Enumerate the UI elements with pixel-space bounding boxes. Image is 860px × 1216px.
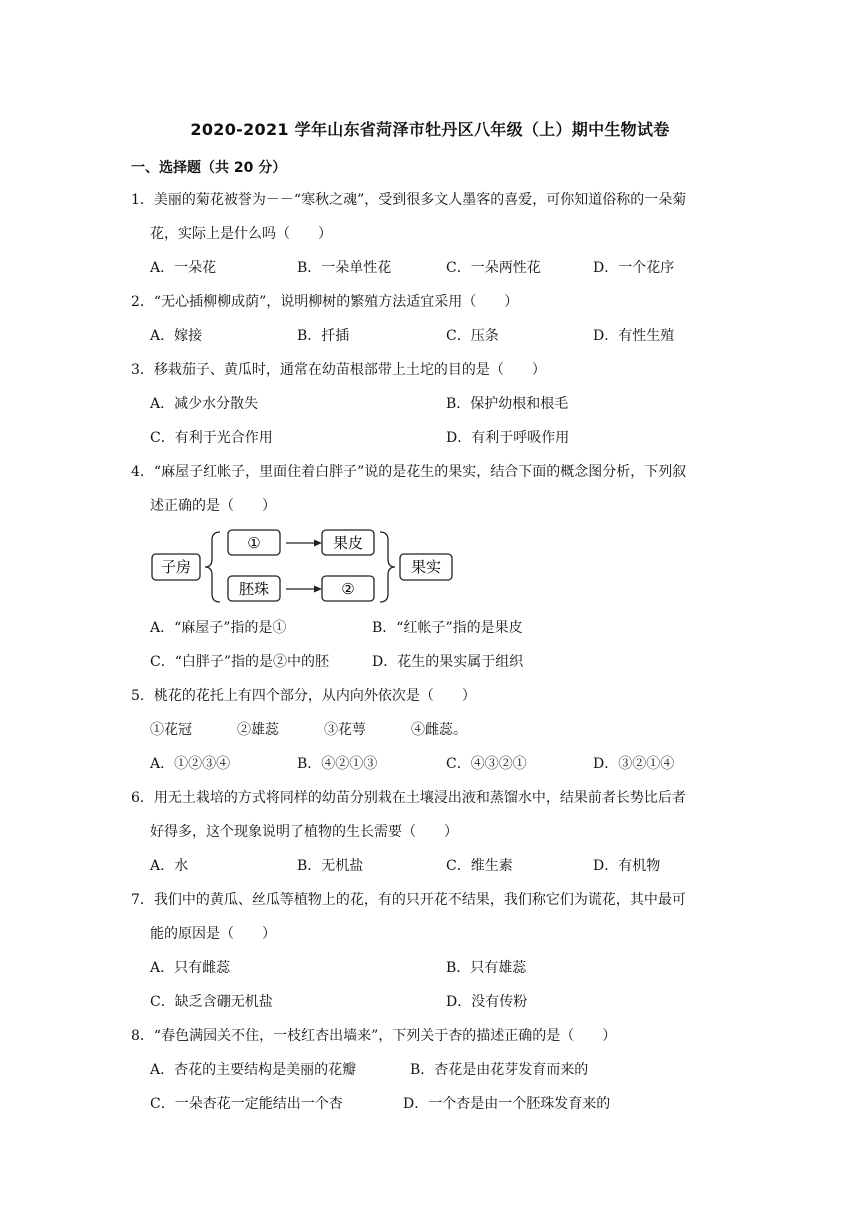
option-b: B．“红帐子”指的是果皮 xyxy=(372,620,523,636)
question-stem: 8．“春色满园关不住，一枝红杏出墙来”，下列关于杏的描述正确的是（ ） xyxy=(131,1028,617,1044)
option-b: B．④②①③ xyxy=(297,756,378,772)
option-d: D．花生的果实属于组织 xyxy=(372,654,524,670)
question-stem: 5．桃花的花托上有四个部分，从内向外依次是（ ） xyxy=(131,688,476,704)
option-d: D．有性生殖 xyxy=(593,328,675,344)
circle1-label: ① xyxy=(247,534,261,552)
option-a: A．一朵花 xyxy=(150,260,217,276)
question-stem: 2．“无心插柳柳成荫”，说明柳树的繁殖方法适宜采用（ ） xyxy=(131,294,519,310)
arrow-top-head xyxy=(314,540,322,547)
ovule-label: 胚珠 xyxy=(238,580,270,598)
option-b: B．保护幼根和根毛 xyxy=(446,396,569,412)
question-stem-cont: 能的原因是（ ） xyxy=(150,926,276,942)
circle2-label: ② xyxy=(341,580,355,598)
option-a: A．杏花的主要结构是美丽的花瓣 xyxy=(150,1062,357,1078)
option-a: A．只有雌蕊 xyxy=(150,960,231,976)
right-brace xyxy=(380,532,395,602)
question-stem: 4．“麻屋子红帐子，里面住着白胖子”说的是花生的果实，结合下面的概念图分析，下列叙 xyxy=(131,464,687,480)
fruit-label: 果实 xyxy=(410,558,442,576)
option-b: B．无机盐 xyxy=(297,858,364,874)
part-1: ①花冠 xyxy=(150,722,192,738)
option-a: A．减少水分散失 xyxy=(150,396,259,412)
option-c: C．压条 xyxy=(446,328,499,344)
question-stem-cont: 花，实际上是什么吗（ ） xyxy=(150,226,332,242)
part-4: ④雌蕊。 xyxy=(411,722,467,738)
option-a: A．“麻屋子”指的是① xyxy=(150,620,287,636)
option-c: C．④③②① xyxy=(446,756,527,772)
option-d: D．一个杏是由一个胚珠发育来的 xyxy=(403,1096,611,1112)
question-stem: 1．美丽的菊花被誉为－－“寒秋之魂”，受到很多文人墨客的喜爱，可你知道俗称的一朵菊 xyxy=(131,192,687,208)
option-b: B．一朵单性花 xyxy=(297,260,392,276)
option-a: A．嫁接 xyxy=(150,328,203,344)
option-b: B．扦插 xyxy=(297,328,350,344)
part-2: ②雄蕊 xyxy=(237,722,279,738)
option-c: C．一朵杏花一定能结出一个杏 xyxy=(150,1096,343,1112)
option-b: B．只有雄蕊 xyxy=(446,960,527,976)
question-stem-cont: 好得多，这个现象说明了植物的生长需要（ ） xyxy=(150,824,458,840)
option-c: C．一朵两性花 xyxy=(446,260,541,276)
question-stem-cont: 述正确的是（ ） xyxy=(150,498,276,514)
part-3: ③花萼 xyxy=(324,722,366,738)
option-b: B．杏花是由花芽发育而来的 xyxy=(410,1062,589,1078)
arrow-bottom-head xyxy=(314,586,322,593)
question-stem: 6．用无土栽培的方式将同样的幼苗分别栽在土壤浸出液和蒸馏水中，结果前者长势比后者 xyxy=(131,790,686,806)
question-stem: 7．我们中的黄瓜、丝瓜等植物上的花，有的只开花不结果，我们称它们为谎花，其中最可 xyxy=(131,892,686,908)
section-heading: 一、选择题（共 20 分） xyxy=(131,160,287,176)
option-d: D．没有传粉 xyxy=(446,994,528,1010)
option-c: C．维生素 xyxy=(446,858,513,874)
ovary-label: 子房 xyxy=(160,558,192,576)
left-brace xyxy=(205,532,220,602)
option-d: D．一个花序 xyxy=(593,260,675,276)
option-c: C．“白胖子”指的是②中的胚 xyxy=(150,654,330,670)
question-stem: 3．移栽茄子、黄瓜时，通常在幼苗根部带上土坨的目的是（ ） xyxy=(131,362,546,378)
exam-title: 2020-2021 学年山东省菏泽市牡丹区八年级（上）期中生物试卷 xyxy=(190,120,670,139)
option-c: C．缺乏含硼无机盐 xyxy=(150,994,273,1010)
option-a: A．水 xyxy=(150,858,189,874)
concept-diagram xyxy=(150,526,460,606)
option-a: A．①②③④ xyxy=(150,756,231,772)
option-d: D．有利于呼吸作用 xyxy=(446,430,570,446)
option-d: D．③②①④ xyxy=(593,756,675,772)
pericarp-label: 果皮 xyxy=(332,534,364,552)
option-c: C．有利于光合作用 xyxy=(150,430,273,446)
option-d: D．有机物 xyxy=(593,858,661,874)
